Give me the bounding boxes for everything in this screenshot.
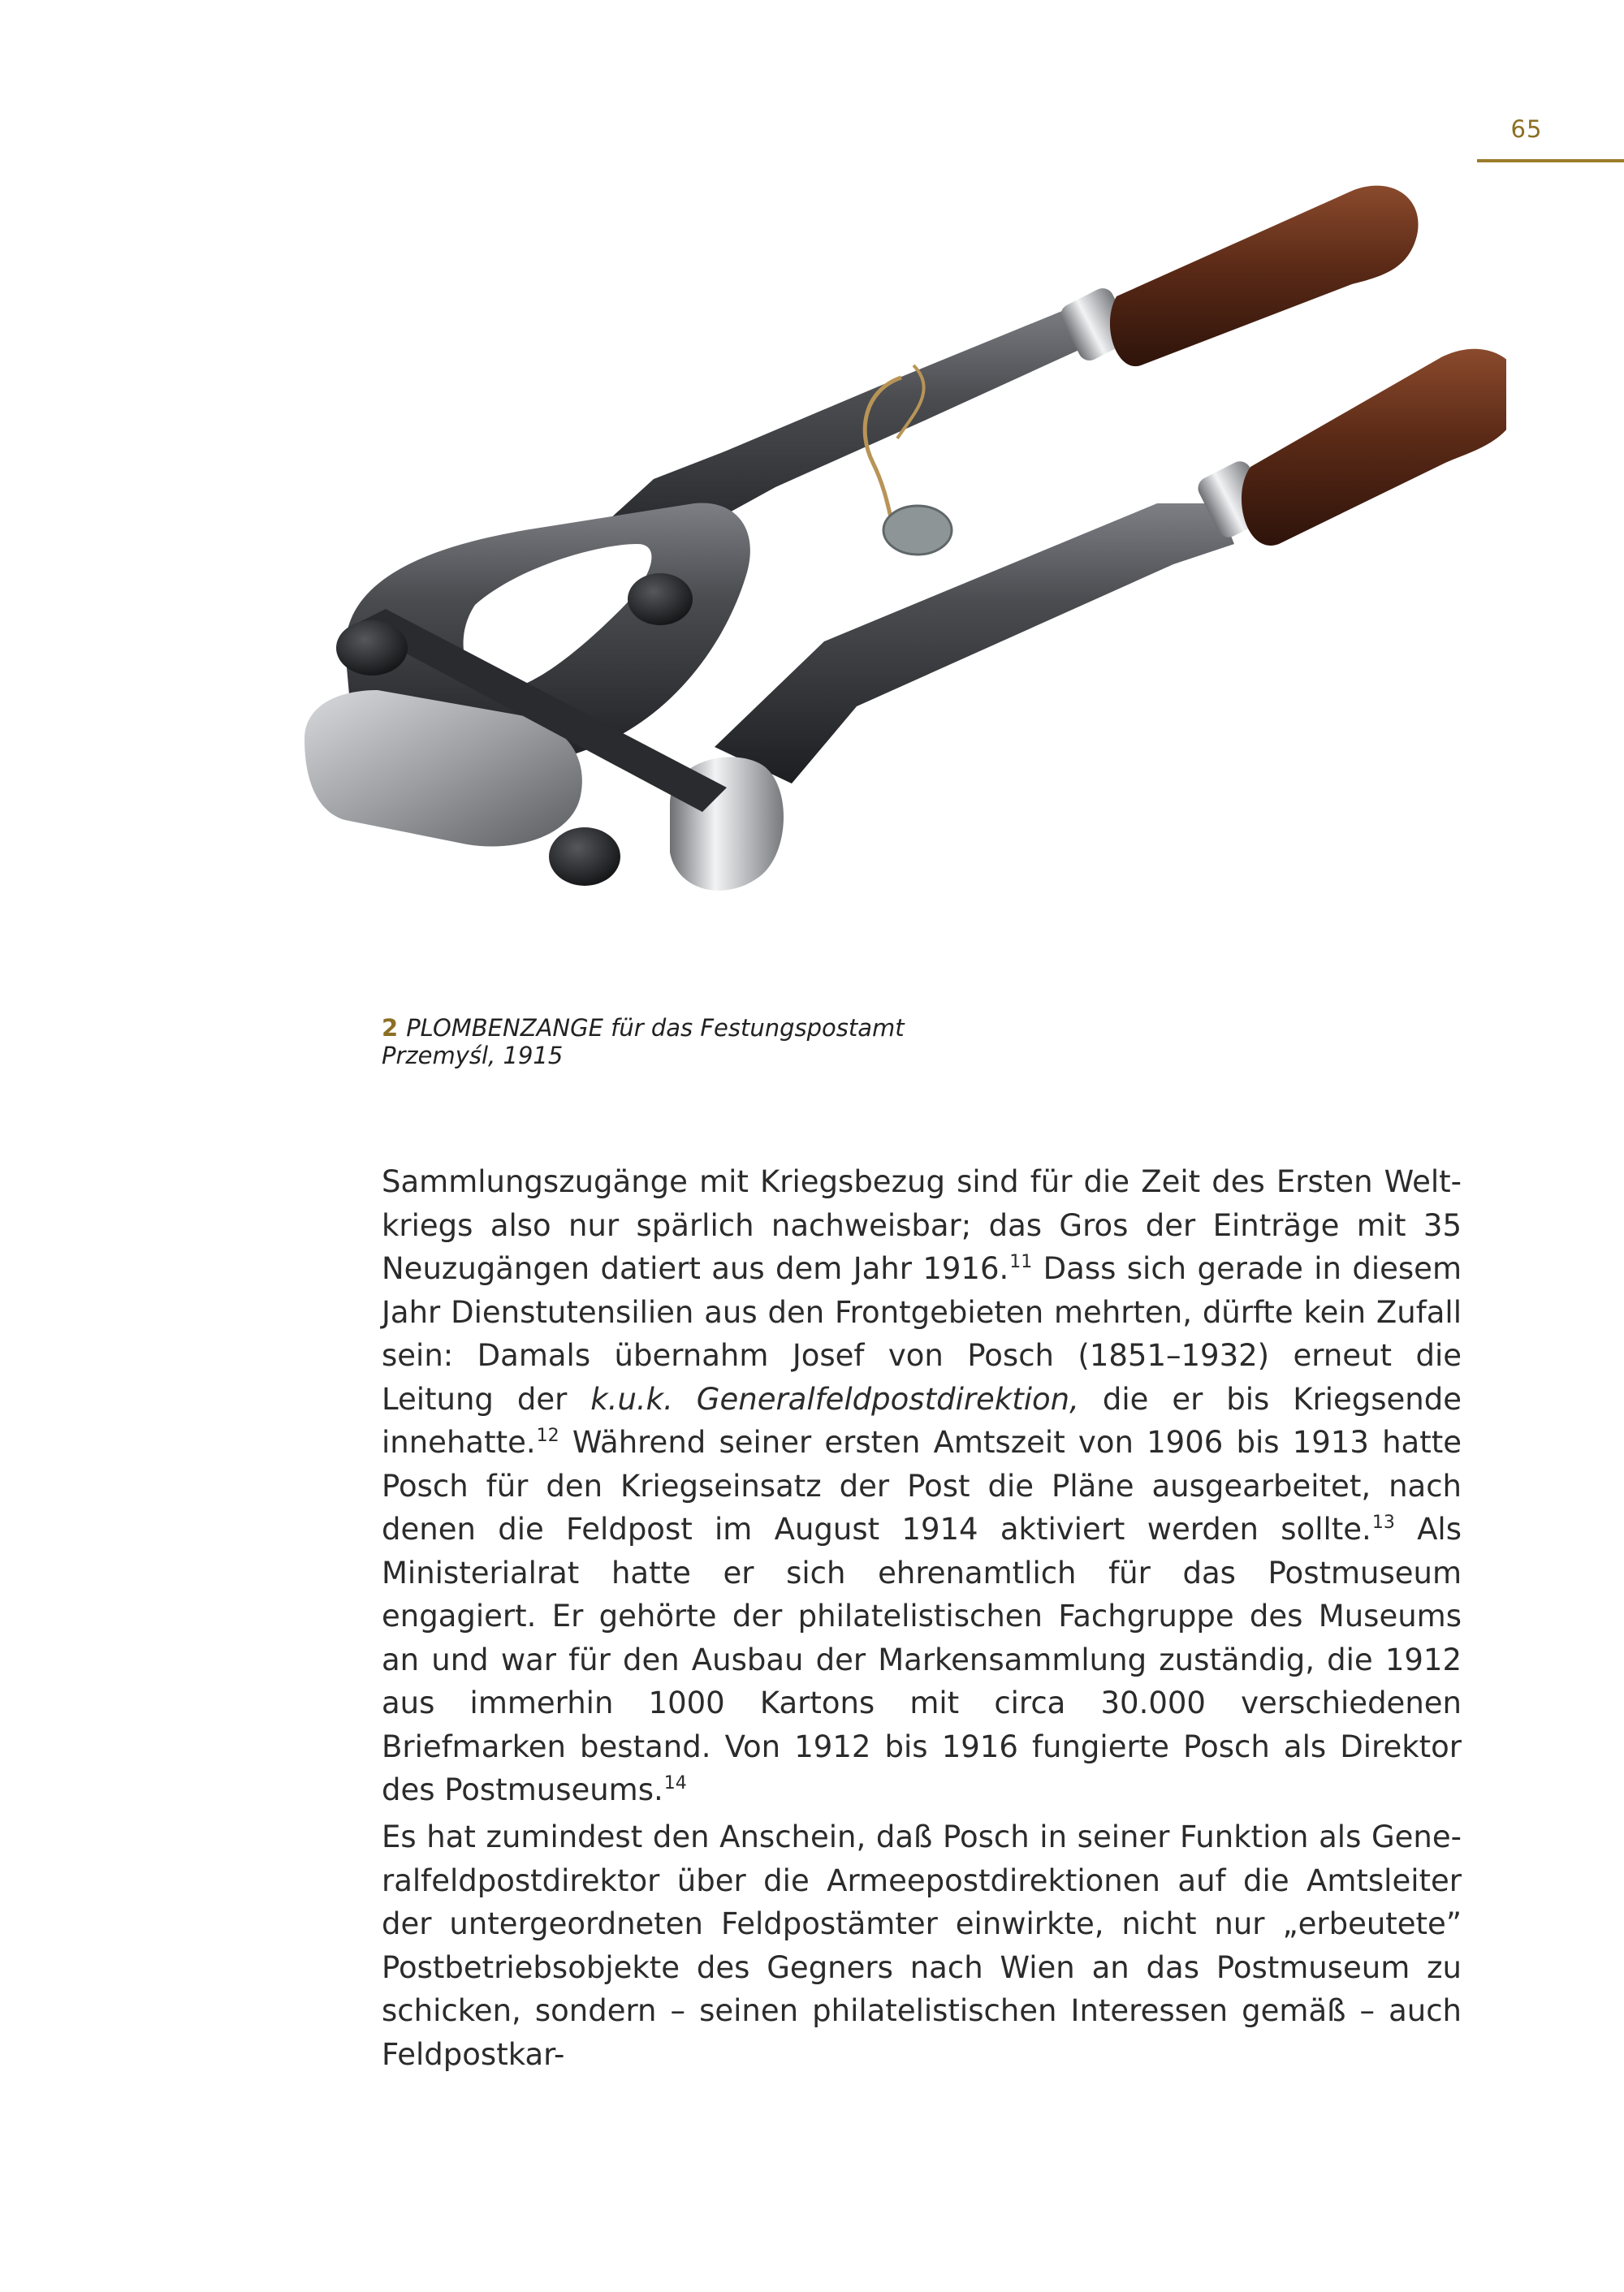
bolt-top-right	[628, 573, 693, 625]
caption-line-1	[382, 1014, 1275, 1042]
bolt-bottom	[549, 827, 620, 886]
figure-caption	[382, 1014, 1275, 1069]
footnote-ref-11[interactable]: 11	[1009, 1252, 1033, 1272]
figure-number: 2	[382, 1014, 399, 1042]
sealing-pliers-illustration	[272, 122, 1506, 982]
para1-text-5: Als Ministerialrat hatte er sich ehrenamtlich für das Postmuseum engagiert. Er gehörte der philatelistischen Fachgruppe des Museums an und war für den Ausbau der Markensammlung zuständig, die 1912 aus immerhin 1000 Kartons mit circa 30.000 verschiedenen Briefmarken bestand. Von 1912 bis 1916 fungierte Posch als Direktor des Postmuseums.	[382, 1512, 1462, 1807]
caption-text-1: PLOMBENZANGE für das Festungspostamt	[406, 1014, 905, 1042]
para1-text-4: Während seiner ersten Amtszeit von 1906 bis 1913 hatte Posch für den Kriegseinsatz der Post die Pläne ausgearbeitet, nach denen die Feldpost im August 1914 aktiviert werden sollte.	[382, 1425, 1462, 1547]
footnote-ref-12[interactable]: 12	[536, 1426, 559, 1446]
para1-text-1: Sammlungszugänge mit Kriegsbezug sind für die Zeit des Ersten Weltkriegs also nur spärlich nachweisbar; das Gros der Einträge mit 35 Neuzugängen datiert aus dem Jahr 1916.	[382, 1164, 1462, 1286]
upper-handle	[1110, 186, 1419, 366]
para1-text-2: Dass sich gerade in diesem Jahr Dienstutensilien aus den Frontgebieten mehrten, dürfte kein Zufall sein: Damals übernahm Josef von Posch (1851–1932) erneut die Leitung der	[382, 1251, 1462, 1417]
lower-handle	[1242, 349, 1506, 546]
body-paragraph-1	[382, 1160, 1462, 1812]
figure-photo	[272, 122, 1506, 982]
caption-text-2: Przemyśl, 1915	[382, 1042, 564, 1069]
lower-arm-shape	[715, 503, 1234, 783]
bolt-top-left	[336, 620, 408, 676]
footnote-ref-14[interactable]: 14	[663, 1773, 687, 1793]
para1-emphasis: k.u.k. Generalfeldpostdirektion,	[590, 1381, 1079, 1417]
para1-text-3: die er bis Kriegsende innehatte.	[382, 1381, 1462, 1460]
page-number: 65	[1510, 115, 1543, 143]
footnote-ref-13[interactable]: 13	[1371, 1513, 1395, 1533]
lead-seal	[883, 506, 952, 555]
body-paragraph-2: Es hat zumindest den Anschein, daß Posch in seiner Funktion als Generalfeldpostdirektor über die Armeepostdirektionen auf die Amtsleiter der untergeordneten Feldpostämter einwirkte, nicht nur „erbeutete” Postbetriebsobjekte des Gegners nach Wien an das Postmuseum zu schicken, sondern – seinen philatelistischen Interessen gemäß – auch Feldpostkar-	[382, 1819, 1462, 2072]
